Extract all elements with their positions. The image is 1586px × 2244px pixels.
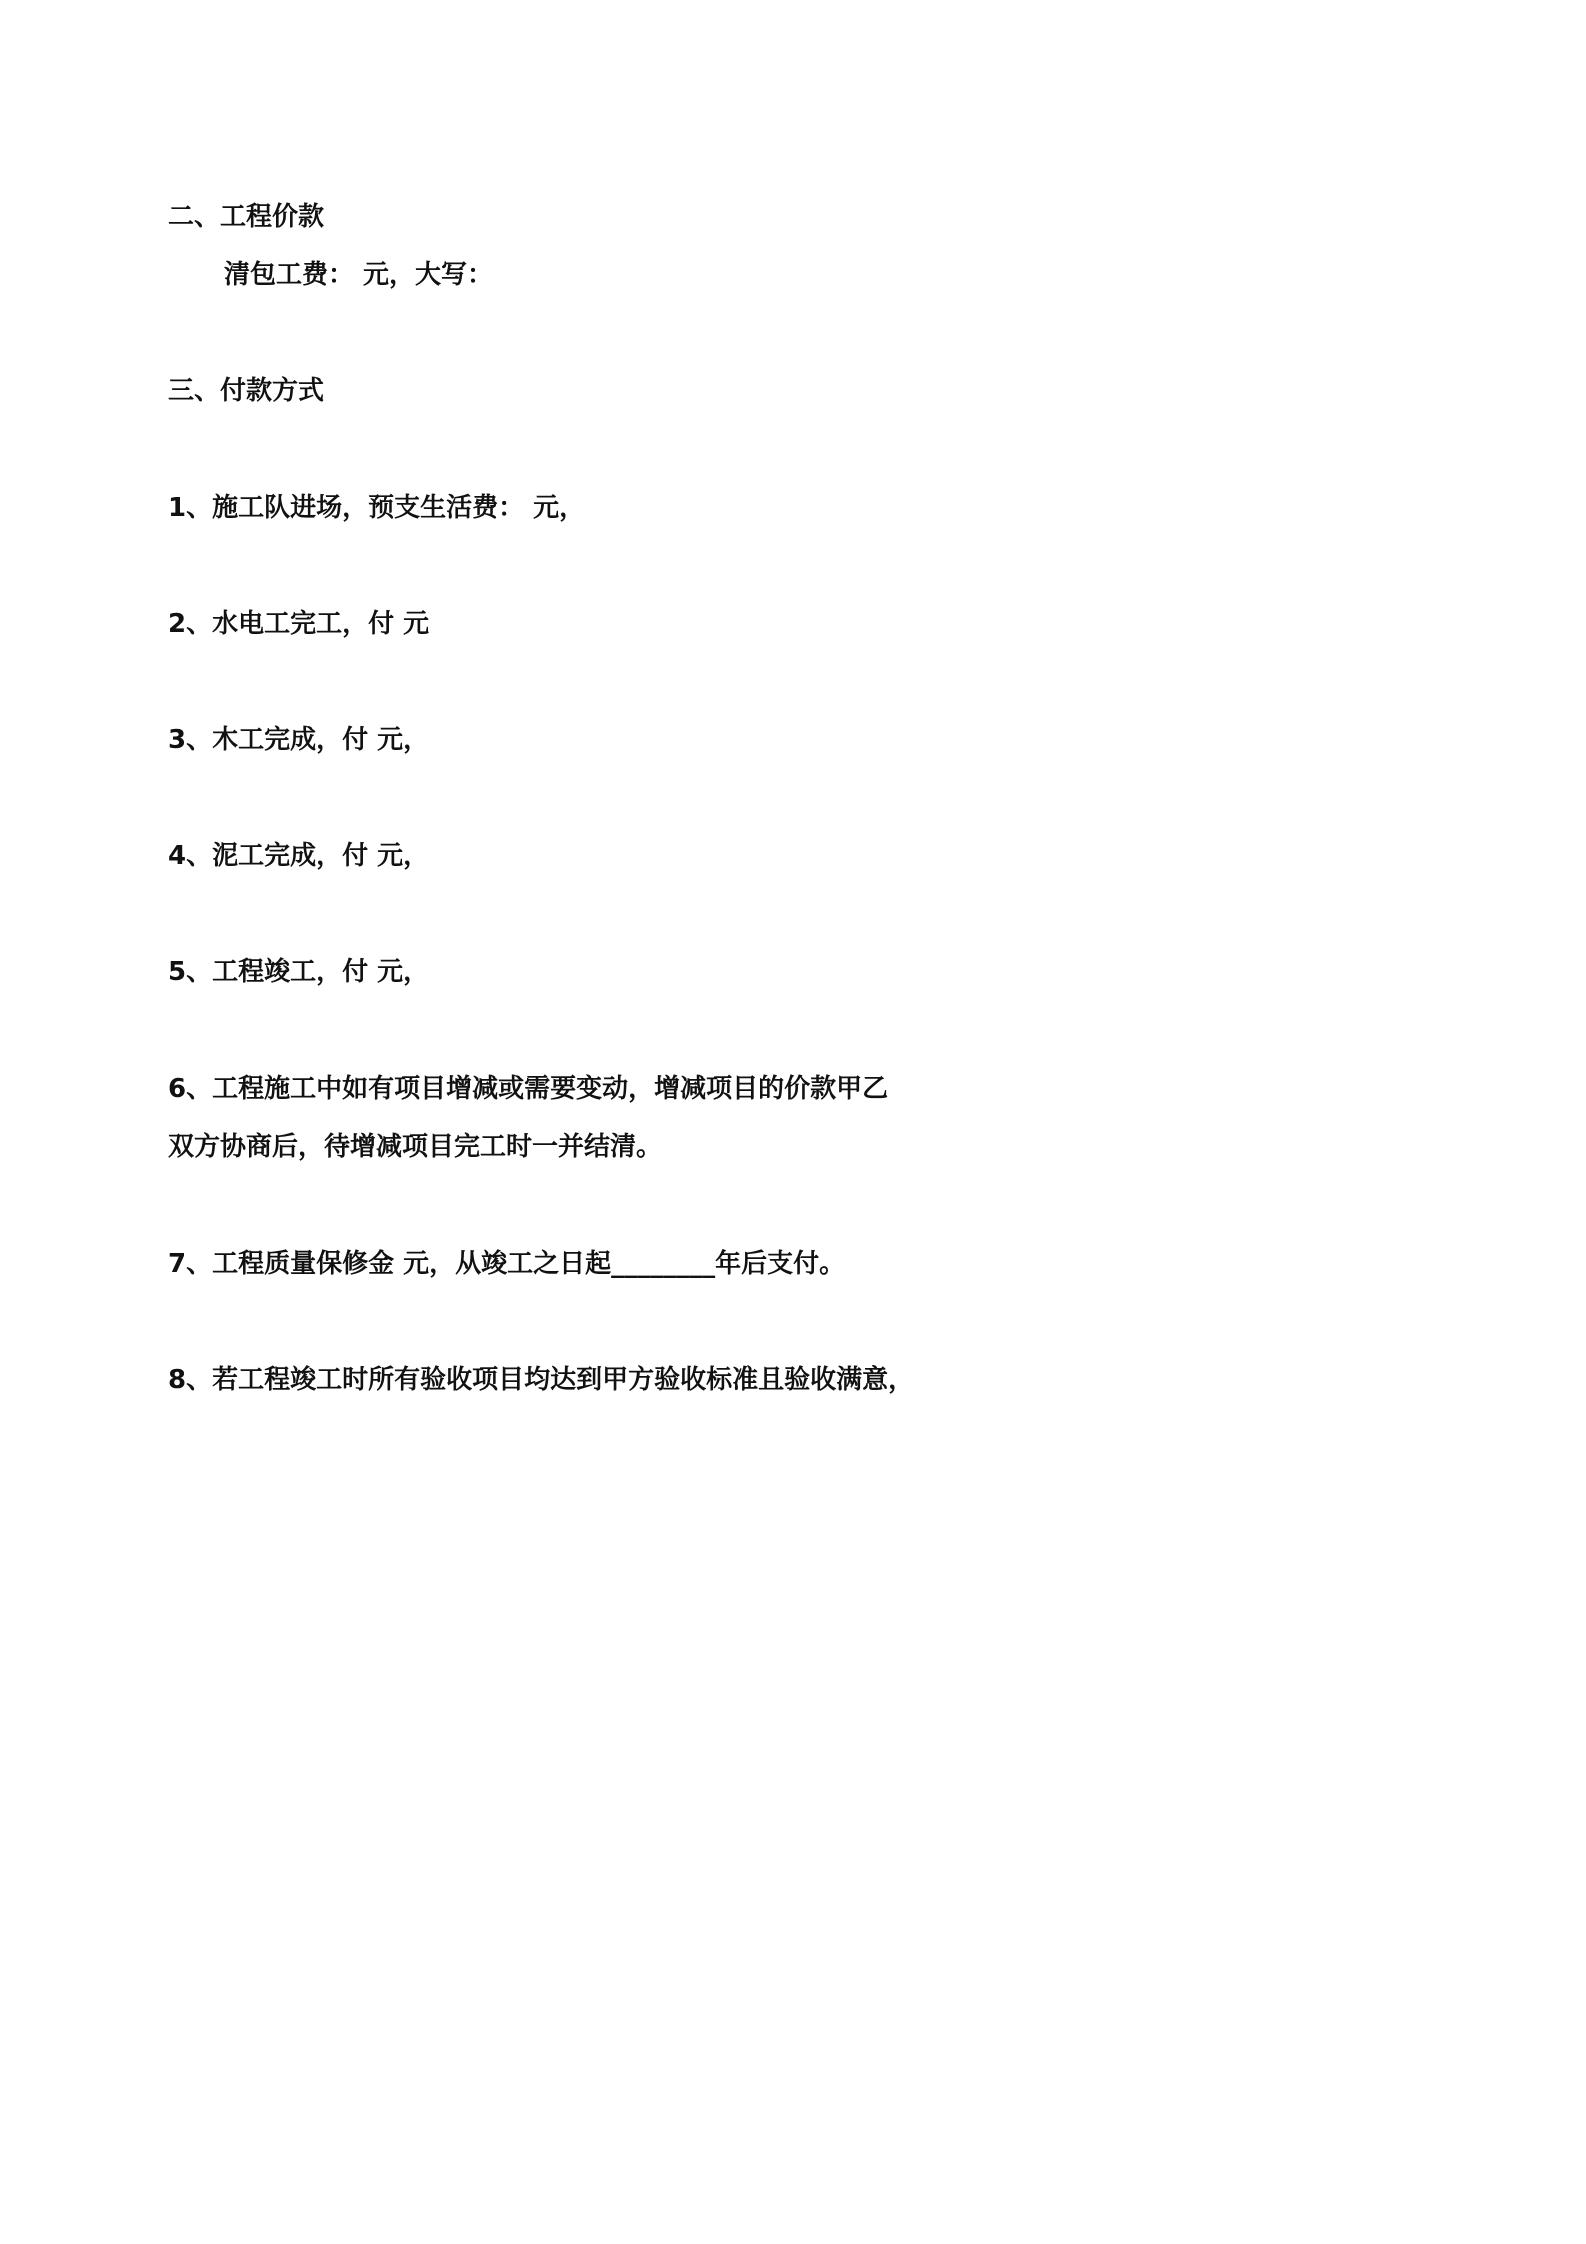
payment-item-8: 8、若工程竣工时所有验收项目均达到甲方验收标准且验收满意，	[168, 1365, 915, 1395]
payment-item-5: 5、工程竣工，付 元，	[168, 957, 430, 987]
payment-item-6-line-2: 双方协商后，待增减项目完工时一并结清。	[168, 1132, 663, 1162]
payment-item-6-line-1: 6、工程施工中如有项目增减或需要变动，增减项目的价款甲乙	[168, 1074, 889, 1104]
section-heading-price: 二、工程价款	[168, 202, 325, 232]
payment-item-4: 4、泥工完成，付 元，	[168, 841, 430, 871]
payment-item-3: 3、木工完成，付 元，	[168, 725, 430, 755]
labor-fee-line: 清包工费： 元，大写：	[224, 260, 494, 290]
document-page	[0, 0, 1101, 1557]
payment-item-2: 2、水电工完工，付 元	[168, 609, 430, 639]
section-heading-payment: 三、付款方式	[168, 376, 325, 406]
payment-item-1: 1、施工队进场，预支生活费： 元，	[168, 493, 586, 523]
payment-item-7: 7、工程质量保修金 元，从竣工之日起________年后支付。	[168, 1249, 846, 1279]
